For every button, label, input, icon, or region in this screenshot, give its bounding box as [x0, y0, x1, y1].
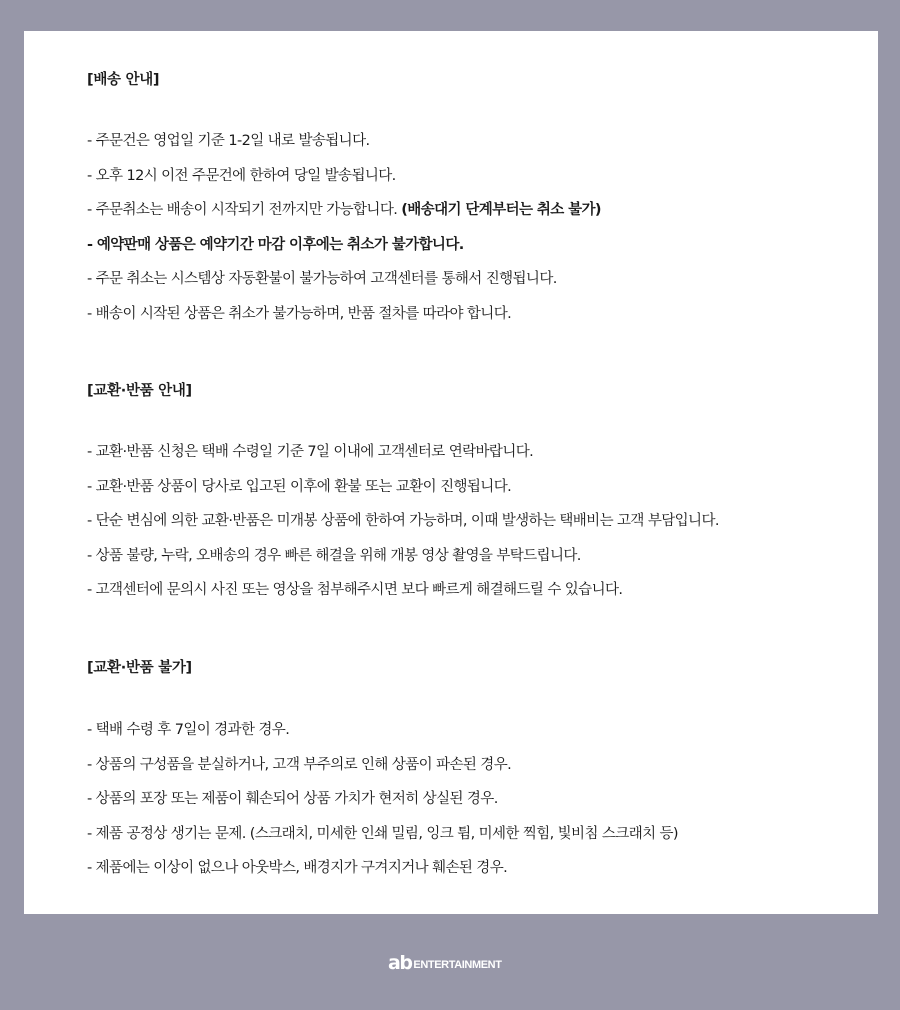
- list-item-text: - 주문취소는 배송이 시작되기 전까지만 가능합니다.: [87, 202, 402, 218]
- list-item: - 상품의 포장 또는 제품이 훼손되어 상품 가치가 현저히 상실된 경우.: [87, 791, 498, 807]
- ab-entertainment-logo: [388, 954, 502, 972]
- list-item: - 주문건은 영업일 기준 1-2일 내로 발송됩니다.: [87, 133, 370, 149]
- list-item: - 교환·반품 신청은 택배 수령일 기준 7일 이내에 고객센터로 연락바랍니다.: [87, 444, 534, 460]
- list-item-emphasis: (배송대기 단계부터는 취소 불가): [401, 202, 601, 218]
- list-item-bold: - 예약판매 상품은 예약기간 마감 이후에는 취소가 불가합니다.: [87, 236, 464, 253]
- section-title-shipping: [배송 안내]: [87, 72, 160, 88]
- notice-card: [24, 31, 878, 914]
- section-title-not-allowed: [교환·반품 불가]: [87, 660, 192, 676]
- list-item: - 고객센터에 문의시 사진 또는 영상을 첨부해주시면 보다 빠르게 해결해드릴 수 있습니다.: [87, 582, 623, 598]
- exchange-list: [87, 442, 858, 615]
- logo-mark: ab: [388, 952, 412, 974]
- shipping-list: [87, 131, 858, 338]
- list-item: - 택배 수령 후 7일이 경과한 경우.: [87, 722, 290, 738]
- list-item: - 단순 변심에 의한 교환·반품은 미개봉 상품에 한하여 가능하며, 이때 발생하는 택배비는 고객 부담입니다.: [87, 513, 719, 529]
- list-item: - 오후 12시 이전 주문건에 한하여 당일 발송됩니다.: [87, 167, 396, 184]
- shipping-section: [87, 70, 858, 338]
- list-item: - 제품 공정상 생기는 문제. (스크래치, 미세한 인쇄 밀림, 잉크 튐, 미세한 찍힘, 빛비침 스크래치 등): [87, 825, 678, 842]
- not-allowed-list: [87, 720, 858, 893]
- logo-text: ENTERTAINMENT: [413, 958, 502, 971]
- list-item: - 상품의 구성품을 분실하거나, 고객 부주의로 인해 상품이 파손된 경우.: [87, 756, 512, 773]
- list-item: - 상품 불량, 누락, 오배송의 경우 빠른 해결을 위해 개봉 영상 촬영을 부탁드립니다.: [87, 547, 581, 564]
- list-item: - 제품에는 이상이 없으나 아웃박스, 배경지가 구겨지거나 훼손된 경우.: [87, 860, 508, 876]
- list-item: - 배송이 시작된 상품은 취소가 불가능하며, 반품 절차를 따라야 합니다.: [87, 305, 512, 322]
- not-allowed-section: [87, 658, 858, 893]
- exchange-section: [87, 381, 858, 615]
- section-title-exchange: [교환·반품 안내]: [87, 383, 192, 399]
- list-item: [87, 200, 858, 235]
- list-item: - 교환·반품 상품이 당사로 입고된 이후에 환불 또는 교환이 진행됩니다.: [87, 478, 512, 495]
- list-item: - 주문 취소는 시스템상 자동환불이 불가능하여 고객센터를 통해서 진행됩니다.: [87, 271, 557, 287]
